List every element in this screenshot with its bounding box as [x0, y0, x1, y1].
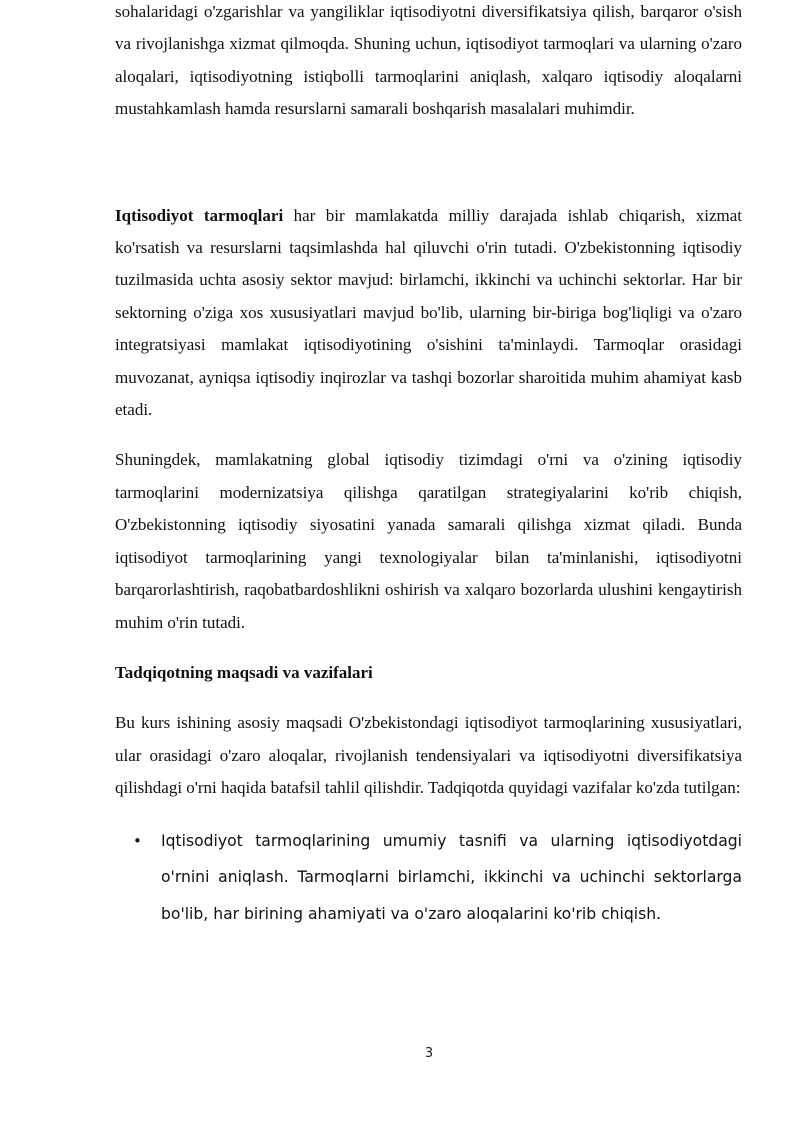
paragraph-goal: Bu kurs ishining asosiy maqsadi O'zbekistondagi iqtisodiyot tarmoqlarining xususiyatlari, ular orasidagi o'zaro aloqalar, rivojlanish tendensiyalari va iqtisodiyotni diversifikatsiya qilishdagi o'rni haqida batafsil tahlil qilishdir. Tadqiqotda quyidagi vazifalar ko'zda tutilgan:	[115, 713, 742, 798]
page-number: 3	[424, 1046, 434, 1061]
list-item	[113, 823, 742, 933]
bold-term: Iqtisodiyot tarmoqlari	[115, 205, 284, 225]
paragraph-sectors	[115, 200, 742, 427]
task-list	[115, 823, 742, 933]
bullet-icon: •	[133, 831, 142, 850]
section-heading: Tadqiqotning maqsadi va vazifalari	[115, 662, 373, 682]
paragraph-global: Shuningdek, mamlakatning global iqtisodiy tizimdagi o'rni va o'zining iqtisodiy tarmoqlarini modernizatsiya qilishga qaratilgan strategiyalarini ko'rib chiqish, O'zbekistonning iqtisodiy siyosatini yanada samarali qilishga xizmat qiladi. Bunda iqtisodiyot tarmoqlarining yangi texnologiyalar bilan ta'minlanishi, iqtisodiyotni barqarorlashtirish, raqobatbardoshlikni oshirish va xalqaro bozorlarda ulushini kengaytirish muhim o'rin tutadi.	[115, 450, 742, 632]
list-item-text: Iqtisodiyot tarmoqlarining umumiy tasnifi va ularning iqtisodiyotdagi o'rnini aniqlash. Tarmoqlarni birlamchi, ikkinchi va uchinchi sektorlarga bo'lib, har birining ahamiyati va o'zaro aloqalarini ko'rib chiqish.	[161, 831, 742, 923]
paragraph-sectors-text: har bir mamlakatda milliy darajada ishlab chiqarish, xizmat ko'rsatish va resurslarni taqsimlashda hal qiluvchi o'rin tutadi. O'zbekistonning iqtisodiy tuzilmasida uchta asosiy sektor mavjud: birlamchi, ikkinchi va uchinchi sektorlar. Har bir sektorning o'ziga xos xususiyatlari mavjud bo'lib, ularning bir-biriga bog'liqligi va o'zaro integratsiyasi mamlakat iqtisodiyotining o'sishini ta'minlaydi. Tarmoqlar orasidagi muvozanat, ayniqsa iqtisodiy inqirozlar va tashqi bozorlar sharoitida muhim ahamiyat kasb etadi.	[115, 205, 742, 420]
document-page	[115, 0, 742, 932]
paragraph-intro-continuation: sohalaridagi o'zgarishlar va yangiliklar iqtisodiyotni diversifikatsiya qilish, barqaror o'sish va rivojlanishga xizmat qilmoqda. Shuning uchun, iqtisodiyot tarmoqlari va ularning o'zaro aloqalari, iqtisodiyotning istiqbolli tarmoqlarini aniqlash, xalqaro iqtisodiy aloqalarni mustahkamlash hamda resurslarni samarali boshqarish masalalari muhimdir.	[115, 2, 742, 119]
